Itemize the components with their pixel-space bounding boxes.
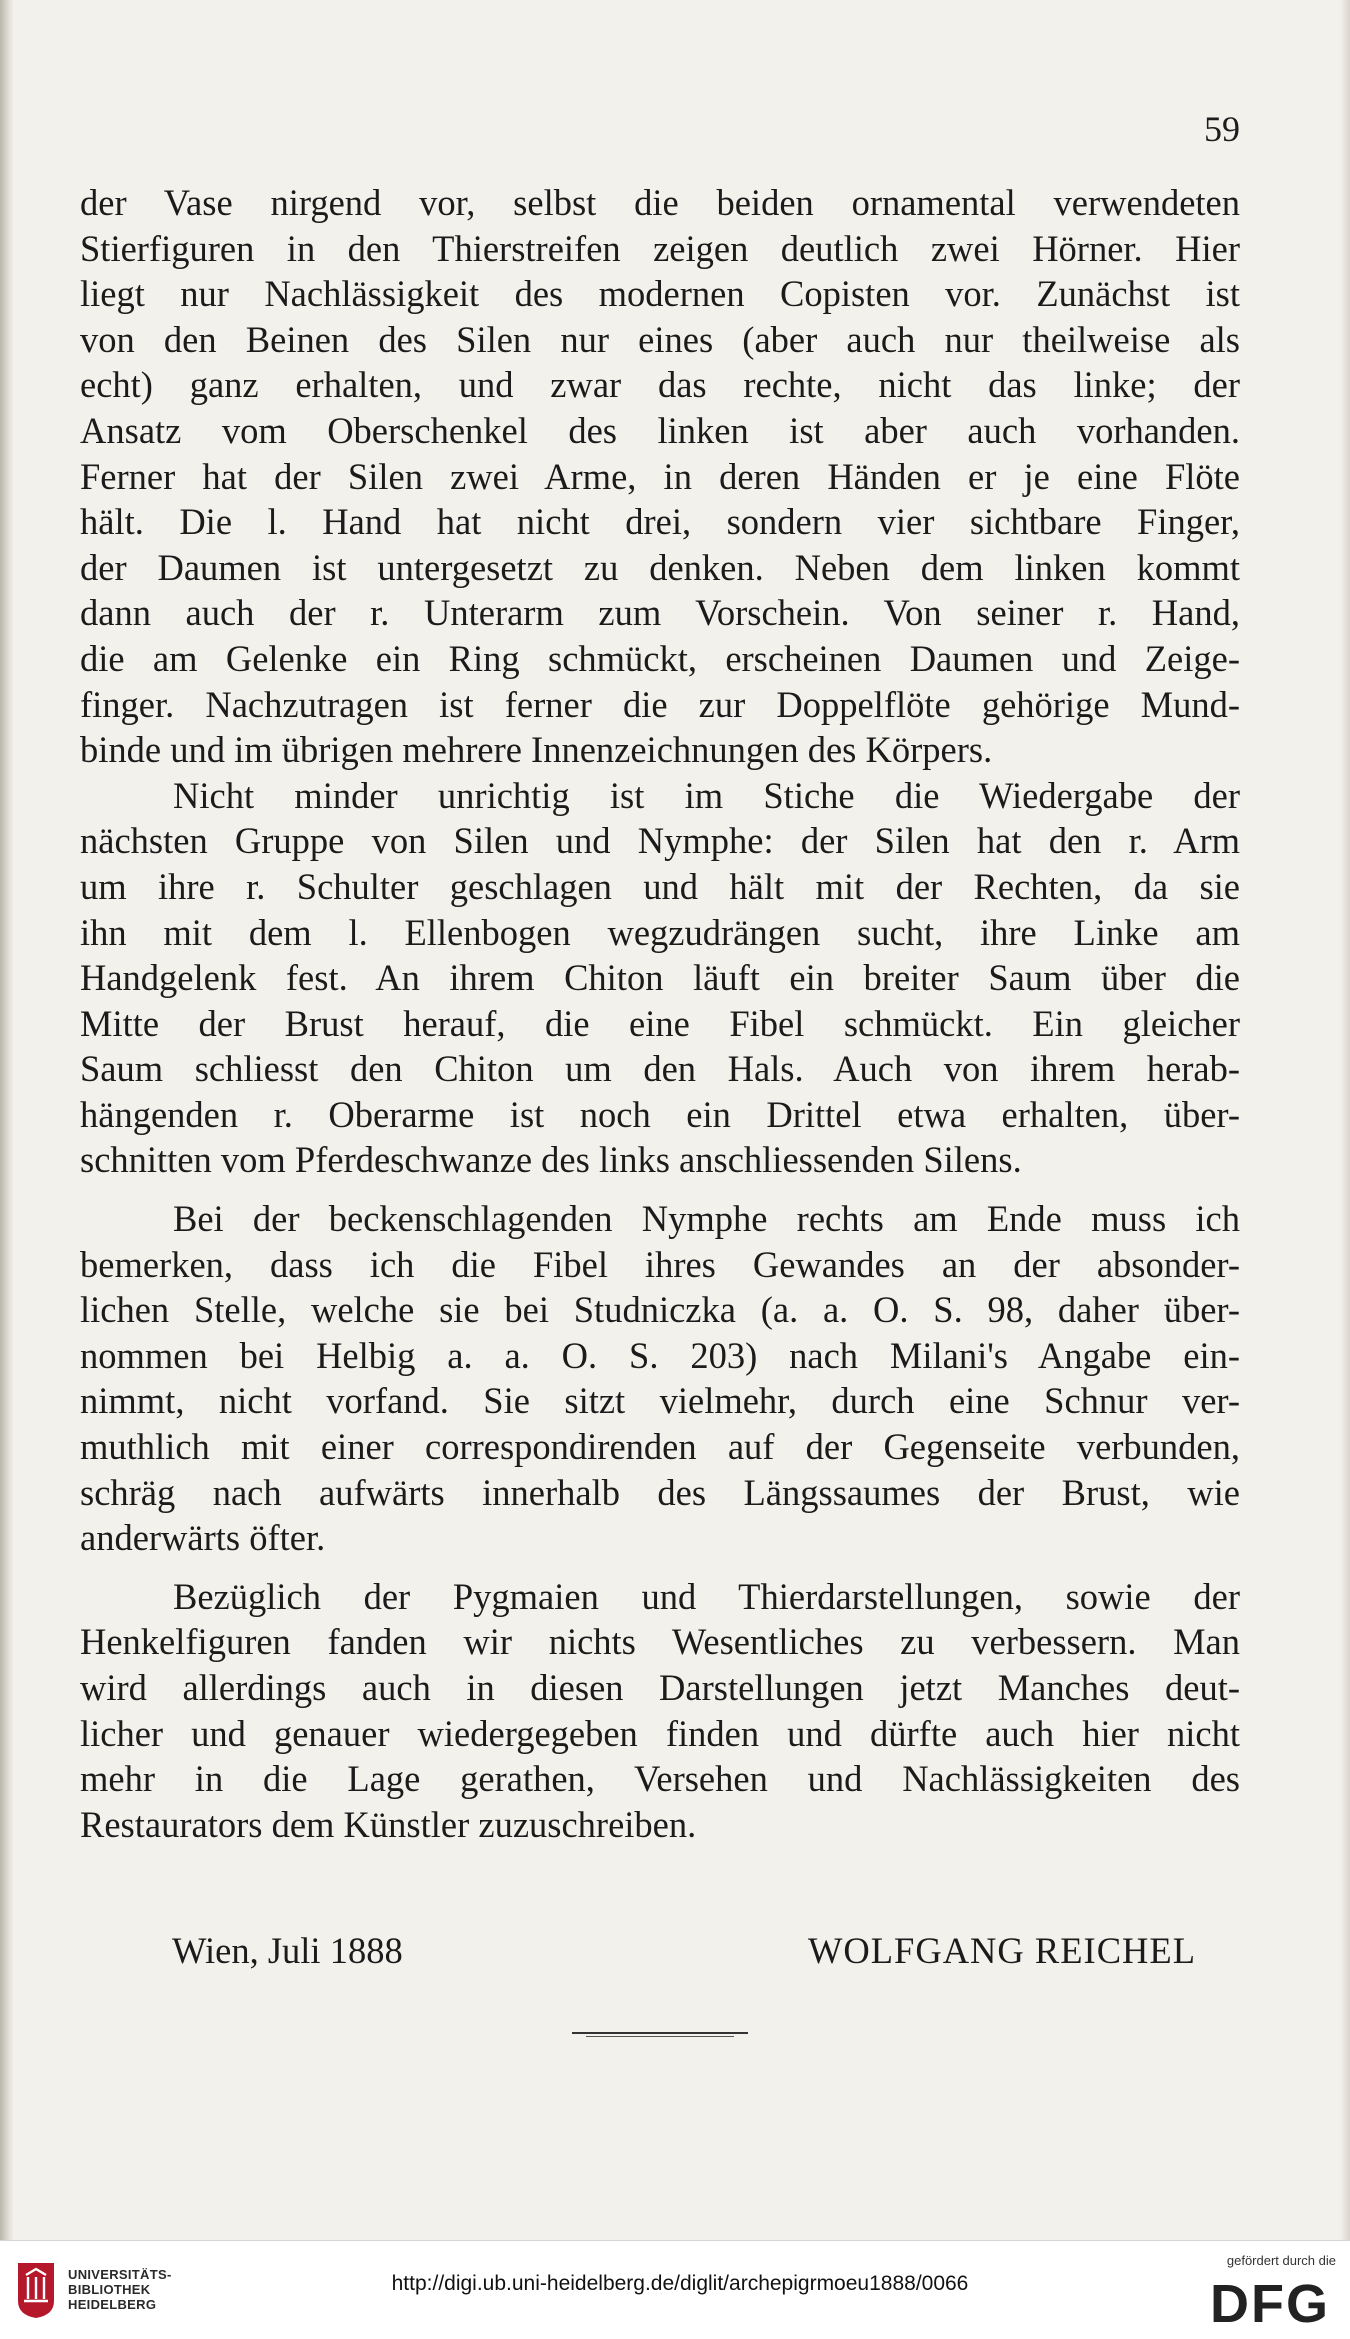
text-line: Ansatz vom Oberschenkel des linken ist aber auch vorhanden. <box>80 409 1240 451</box>
paragraph <box>80 773 1240 1183</box>
text-line: von den Beinen des Silen nur eines (aber auch nur theilweise als <box>80 318 1240 360</box>
closing-rule-lower <box>586 2036 734 2037</box>
digitization-footer <box>0 2240 1350 2339</box>
text-line: Ferner hat der Silen zwei Arme, in deren Händen er je eine Flöte <box>80 455 1240 497</box>
text-line: muthlich mit einer correspondirenden auf der Gegenseite verbunden, <box>80 1426 1240 1468</box>
text-line: dann auch der r. Unterarm zum Vorschein. Von seiner r. Hand, <box>80 592 1240 634</box>
text-line: die am Gelenke ein Ring schmückt, erscheinen Daumen und Zeige- <box>80 637 1240 679</box>
paragraph-gap <box>80 1183 1240 1196</box>
closing-rule-upper <box>572 2032 748 2034</box>
text-line: bemerken, dass ich die Fibel ihres Gewandes an der absonder- <box>80 1243 1240 1285</box>
text-line: der Daumen ist untergesetzt zu denken. Neben dem linken kommt <box>80 546 1240 588</box>
text-line: ihn mit dem l. Ellenbogen wegzudrängen sucht, ihre Linke am <box>80 911 1240 953</box>
text-line: hält. Die l. Hand hat nicht drei, sondern vier sichtbare Finger, <box>80 501 1240 543</box>
body-text <box>80 180 1240 1847</box>
text-line: Handgelenk fest. An ihrem Chiton läuft ein breiter Saum über die <box>80 957 1240 999</box>
text-line: Mitte der Brust herauf, die eine Fibel schmückt. Ein gleicher <box>80 1002 1240 1044</box>
text-line: um ihre r. Schulter geschlagen und hält mit der Rechten, da sie <box>80 865 1240 907</box>
paragraph <box>80 180 1240 773</box>
text-line: binde und im übrigen mehrere Innenzeichnungen des Körpers. <box>80 729 993 771</box>
text-line: echt) ganz erhalten, und zwar das rechte, nicht das linke; der <box>80 364 1240 406</box>
text-line: nächsten Gruppe von Silen und Nymphe: der Silen hat den r. Arm <box>80 820 1240 862</box>
text-line: Restaurators dem Künstler zuzuschreiben. <box>80 1803 697 1845</box>
text-line: finger. Nachzutragen ist ferner die zur Doppelflöte gehörige Mund- <box>80 683 1240 725</box>
text-line: Saum schliesst den Chiton um den Hals. Auch von ihrem herab- <box>80 1048 1240 1090</box>
text-line: Nicht minder unrichtig ist im Stiche die Wiedergabe der <box>173 774 1240 816</box>
text-line: liegt nur Nachlässigkeit des modernen Copisten vor. Zunächst ist <box>80 273 1240 315</box>
permalink-url[interactable]: http://digi.ub.uni-heidelberg.de/diglit/archepigrmoeu1888/0066 <box>391 2272 969 2295</box>
paragraph-gap <box>80 1561 1240 1574</box>
library-seal-icon <box>14 2261 58 2319</box>
dfg-logo-icon <box>1204 2274 1336 2328</box>
text-line: hängenden r. Oberarme ist noch ein Drittel etwa erhalten, über- <box>80 1093 1240 1135</box>
text-line: schräg nach aufwärts innerhalb des Längssaumes der Brust, wie <box>80 1471 1240 1513</box>
paragraph <box>80 1196 1240 1561</box>
page-edge-right <box>1340 0 1350 2240</box>
library-name-line: HEIDELBERG <box>68 2297 157 2312</box>
text-line: Bezüglich der Pygmaien und Thierdarstellungen, sowie der <box>173 1575 1240 1617</box>
text-line: schnitten vom Pferdeschwanze des links anschliessenden Silens. <box>80 1139 1022 1181</box>
closing-rule <box>572 2032 748 2037</box>
signature-place-date: Wien, Juli 1888 <box>172 1930 403 1971</box>
text-line: anderwärts öfter. <box>80 1517 326 1559</box>
library-name-line: UNIVERSITÄTS- <box>68 2267 172 2282</box>
library-name-line: BIBLIOTHEK <box>68 2282 151 2297</box>
text-line: nimmt, nicht vorfand. Sie sitzt vielmehr, durch eine Schnur ver- <box>80 1380 1240 1422</box>
paragraph <box>80 1574 1240 1848</box>
text-line: licher und genauer wiedergegeben finden und dürfte auch hier nicht <box>80 1712 1240 1754</box>
text-line: Stierfiguren in den Thierstreifen zeigen deutlich zwei Hörner. Hier <box>80 227 1240 269</box>
library-name <box>68 2267 198 2312</box>
text-line: mehr in die Lage gerathen, Versehen und Nachlässigkeiten des <box>80 1758 1240 1800</box>
page-edge-left <box>0 0 14 2240</box>
text-line: nommen bei Helbig a. a. O. S. 203) nach Milani's Angabe ein- <box>80 1334 1240 1376</box>
text-line: Henkelfiguren fanden wir nichts Wesentliches zu verbessern. Man <box>80 1621 1240 1663</box>
signature-author: WOLFGANG REICHEL <box>807 1930 1196 1971</box>
page-number: 59 <box>1204 109 1240 149</box>
text-line: Bei der beckenschlagenden Nymphe rechts am Ende muss ich <box>173 1198 1240 1240</box>
dfg-logo-text: DFG <box>1210 2274 1330 2328</box>
funding-caption: gefördert durch die <box>1226 2253 1336 2268</box>
text-line: lichen Stelle, welche sie bei Studniczka (a. a. O. S. 98, daher über- <box>80 1289 1240 1331</box>
text-line: der Vase nirgend vor, selbst die beiden ornamental verwendeten <box>80 182 1240 223</box>
text-line: wird allerdings auch in diesen Darstellungen jetzt Manches deut- <box>80 1667 1240 1708</box>
